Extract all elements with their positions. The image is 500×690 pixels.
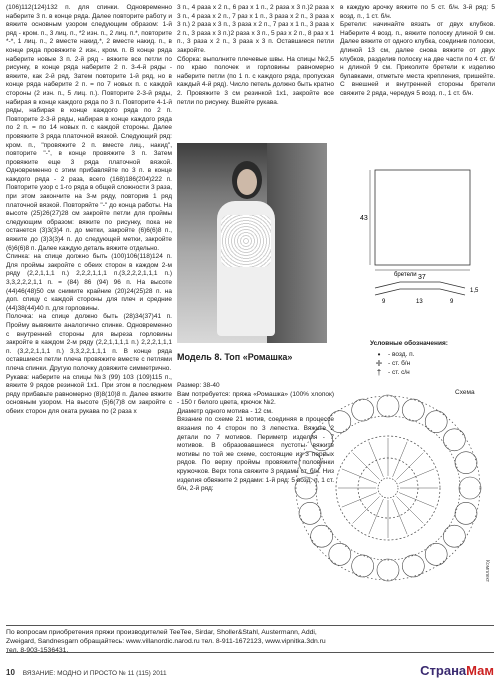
scheme-petal-arc xyxy=(377,395,399,417)
scheme-petal-arc xyxy=(311,429,333,451)
scheme-petal-arc xyxy=(299,502,321,524)
legend-text: - ст. б/н xyxy=(388,359,411,367)
watermark-logo xyxy=(420,663,494,678)
scheme-spoke xyxy=(399,469,434,484)
size-line: Размер: 38-40 xyxy=(177,382,220,389)
instructions-column-2-top xyxy=(177,4,334,136)
paragraph-rows: в каждую арочку вяжите по 5 ст. б/н. 3-й ряд: 5 возд. п., 1 ст. б/н. xyxy=(340,4,495,20)
scheme-spoke xyxy=(396,453,423,480)
scheme-spoke xyxy=(393,442,408,477)
footer-line-3: тел. 8-903-1536431. xyxy=(6,647,69,654)
dim-height: 43 xyxy=(360,215,368,222)
scheme-spoke xyxy=(353,453,380,480)
scheme-petal-arc xyxy=(295,477,317,499)
magazine-title: ВЯЗАНИЕ: МОДНО И ПРОСТО № 11 (115) 2011 xyxy=(22,670,167,677)
strap-label: бретели xyxy=(394,272,417,278)
footer-ad xyxy=(6,625,494,653)
instructions-column-1 xyxy=(6,4,172,619)
crochet-scheme xyxy=(280,390,495,585)
scheme-outer-ring xyxy=(296,396,480,580)
legend-text: - возд. п. xyxy=(388,350,415,358)
scheme-petal-arc xyxy=(443,429,465,451)
legend-row xyxy=(370,368,495,377)
scheme-spoke xyxy=(342,469,377,484)
instructions-column-3-top xyxy=(340,4,495,152)
dim-strap-width: 1,5 xyxy=(470,288,479,294)
scheme-spoke xyxy=(396,496,423,523)
scheme-petal-arc xyxy=(455,452,477,474)
scheme-petal-arc xyxy=(329,543,351,565)
materials-line: Вам потребуется: пряжа «Ромашка» (100% хлопок) - 150 г белого цвета, крючок №2. xyxy=(177,390,334,407)
model-photo xyxy=(177,143,327,343)
model-caption: Модель 8. Топ «Ромашка» xyxy=(177,352,293,362)
paragraph-sleeves: Рукава: наберите на спицы №3 (99) 103 (109)115 п., вяжите 9 рядов резинкой 1x1. При этом в последнем ряду прибавьте равномерно (8)8(10)8 п. Далее вяжите основным узором. На высоте (5)6(7)8 см закройте с обеих сторон для оката рукава по (2 раза х xyxy=(6,373,172,415)
scheme-petal-arc xyxy=(425,411,447,433)
motif-diameter: Диаметр одного мотива - 12 см. xyxy=(177,407,273,415)
single-crochet-icon: ✛ xyxy=(375,358,383,368)
pattern-square xyxy=(375,170,470,265)
legend-title: Условные обозначения: xyxy=(370,340,448,347)
dim-strap-c: 9 xyxy=(450,299,454,305)
legend-text: - ст. с/н xyxy=(388,368,410,376)
paragraph-intro: (106)112(124)132 п. для спинки. Одновременно наберите 3 п. в конце ряда. Далее повторите работу и вяжите основным узором следующим образом: 1-й ряд - кром. п., 3 лиц. п., *2 изн. п., 2 лиц. п.*, повторите *-*, 1 лиц. п., 2 вместе накид.*, 2 вместе накид. п., в конце ряда провяжите 2 изн., кром. п. В конце ряда наберите новые 3 п. 2-й ряд - вяжите все петли по рисунку, в конце ряда наберите 2 п. 3-4-й ряды - вяжите, как 2-й ряд. Затем повторите 1-й ряд, но в конце ряда наберите 2 п. = по 7 новых п. с каждой стороны (2 изн. п., 5 лиц. п.). Повторите 2-3-й ряды, набирая в конце каждого ряда по 3 п. Повторите 4-1-й ряды, набирая в конце каждого ряда по 2 п. Повторите 2-3-й ряды, набирая в конце каждого ряда по 2 п. = по 14 новых п. с каждой стороны. Далее провяжите 3 ряда платочной вязкой. Следующий ряд: кром. п., "провяжите 2 п. вместе лиц., накид", повторите "-", в конце провяжите 3 п. Затем провяжите еще 3 ряда платочной вязкой. Одновременно с этим прибавляйте по 3 п. в конце каждого ряда - 2 раза, всего (168)186(204)222 п. Повторите узор с 1-го ряда в общей сложности 3 раза, при этом закончите на 3-м ряду, повторив 1 ряд платочной вязкой. Повторяйте "-" до конца работы. На высоте (25)26(27)28 см закройте петли для проймы следующим образом: вяжите по рисунку, пока не останется (3)3(3)4 п. до метки, закройте (6)6(6)8 п., вяжите до (3)3(3)4 п. до следующей метки, закройте (6)6(6)8 п. Далее каждую деталь вяжите отдельно. xyxy=(6,4,172,252)
scheme-petal-arc xyxy=(377,559,399,581)
strap-shape xyxy=(375,282,465,295)
scheme-instructions: Вязание по схеме 21 мотив, соединяя в процессе вязания по 4 сторон по 3 лепестка. Вяжите 2 детали по 7 мотивов. Периметр изделия - 7 мотивов. В образовавшиеся пустоты вяжите мотивы по той же схеме, состоящие из 3 первых рядов. По верху проймы провяжите половинки кружочков. Верх топа свяжите 3 рядами ст. б/н. Низ изделия обвяжите 2 рядами: 1-й ряд: 5 возд. п, 1 ст. б/н, 2-й ряд: xyxy=(177,416,334,493)
scheme-petal-arc xyxy=(425,543,447,565)
scheme-ring-4 xyxy=(316,416,460,560)
vertical-label: Комплект xyxy=(484,560,490,583)
dim-width: 37 xyxy=(418,274,426,281)
dim-strap-a: 9 xyxy=(382,299,386,305)
scheme-spoke xyxy=(353,496,380,523)
scheme-petal-arc xyxy=(455,502,477,524)
scheme-petal-arc xyxy=(352,399,374,421)
scheme-petal-arc xyxy=(402,399,424,421)
scheme-spoke xyxy=(399,493,434,508)
paragraph-straps: Бретели: начинайте вязать от двух клубков. Наберите 4 возд. п., вяжите полоску длиной 9 см. Далее вяжите от одного клубка, соединив полоски, длиной 13 см, далее снова вяжите от двух клубков, разделив полоску на две части по 4 ст. б/н длиной 9 см. Приколите бретели к изделию булавками, отметьте места крепления, пришейте. С внешней и внутренней стороны бретели свяжите 2 ряда, чередуя 5 возд. п., 1 ст. б/н. xyxy=(340,21,495,97)
crochet-top-image xyxy=(221,215,271,267)
scheme-petal-arc xyxy=(299,452,321,474)
scheme-petal-arc xyxy=(329,411,351,433)
pattern-diagram xyxy=(340,160,495,305)
dim-strap-b: 13 xyxy=(416,299,423,305)
page-footer xyxy=(6,668,167,677)
paragraph-sleeve-cont: 3 п., 4 раза х 2 п., 6 раз х 1 п., 2 раза х 3 п.)2 раза х 3 п., 4 раза х 2 п., 7 раз х 1 п., 3 раза х 2 п., 3 раза х 3 п.) 2 раза х 3 п., 3 раза х 2 п., 7 раз х 1 п., 3 раза х 2 п., 3 раза х 3 п.)2 раза х 3 п., 5 раз х 2 п., 8 раз х 1 п., 3 раза х 2 п., 3 раза х 3 п. Оставшиеся петли закройте. xyxy=(177,4,334,54)
scheme-petal-arc xyxy=(352,555,374,577)
watermark-part-1: Страна xyxy=(420,663,467,678)
paragraph-front: Полочка: на спице должно быть (28)34(37)41 п. Пройму вывяжите аналогично спинке. Одновременно с внутренней стороны для выреза горловины закройте в каждом 2-м ряду (2,2,1,1,1,1 п.) 2,2,2,1,1,1 п. (3,2,2,1,1,1 п.) 3,3,2,2,1,1,1 п. В конце ряда оставшиеся петли плеча провяжите вместе с петлями плеча спинки. Другую полочку довяжите симметрично. xyxy=(6,313,172,372)
scheme-spoke xyxy=(342,493,377,508)
footer-line-2: Zweigard, Sandnesgarn обращайтесь: www.villanordic.narod.ru тел. 8-911-1672123, www.vipnitka.3dn.ru xyxy=(6,638,326,645)
paragraph-assembly: Сборка: выполните плечевые швы. На спицы №2,5 по краю полочек и горловины равномерно наберите петли (по 1 п. с каждого ряда, пропуская каждый 4-й ряд). Число петель должно быть кратно 2. Провяжите 3 см резинкой 1x1, закройте все петли по рисунку. Вшейте рукава. xyxy=(177,55,334,106)
scheme-spoke xyxy=(393,499,408,534)
legend-row xyxy=(370,359,495,368)
footer-line-1: По вопросам приобретения пряжи производителей TeeTee, Sirdar, Sholler&Stahl, Austermann, Addi, xyxy=(6,629,317,636)
scheme-center-ring xyxy=(378,478,398,498)
scheme-petal-arc xyxy=(311,525,333,547)
scheme-label: Схема xyxy=(455,389,475,396)
watermark-part-2: Мам xyxy=(466,663,494,678)
scheme-spoke xyxy=(369,499,384,534)
scheme-petal-arc xyxy=(459,477,481,499)
scheme-petal-arc xyxy=(443,525,465,547)
double-crochet-icon: † xyxy=(376,367,382,377)
paragraph-back: Спинка: на спице должно быть (100)106(118)124 п. Для проймы закройте с обеих сторон в каждом 2-м ряду (2,2,1,1,1 п.) 2,2,2,1,1,1 п.(3,2,2,2,1,1,1 п.) 3,3,2,2,2,1,1 п. = (84) 86 (94) 96 п. На высоте (44)46(48)50 см снимите крайние (20)24(25)28 п. на доп. спицу с каждой стороны для плеч и средние (44)38(44)40 п. для горловины. xyxy=(6,253,172,312)
scheme-spoke xyxy=(369,442,384,477)
scheme-petal-arc xyxy=(402,555,424,577)
chain-stitch-icon: • xyxy=(377,349,381,359)
page-number: 10 xyxy=(6,668,15,677)
legend-row xyxy=(370,350,495,359)
